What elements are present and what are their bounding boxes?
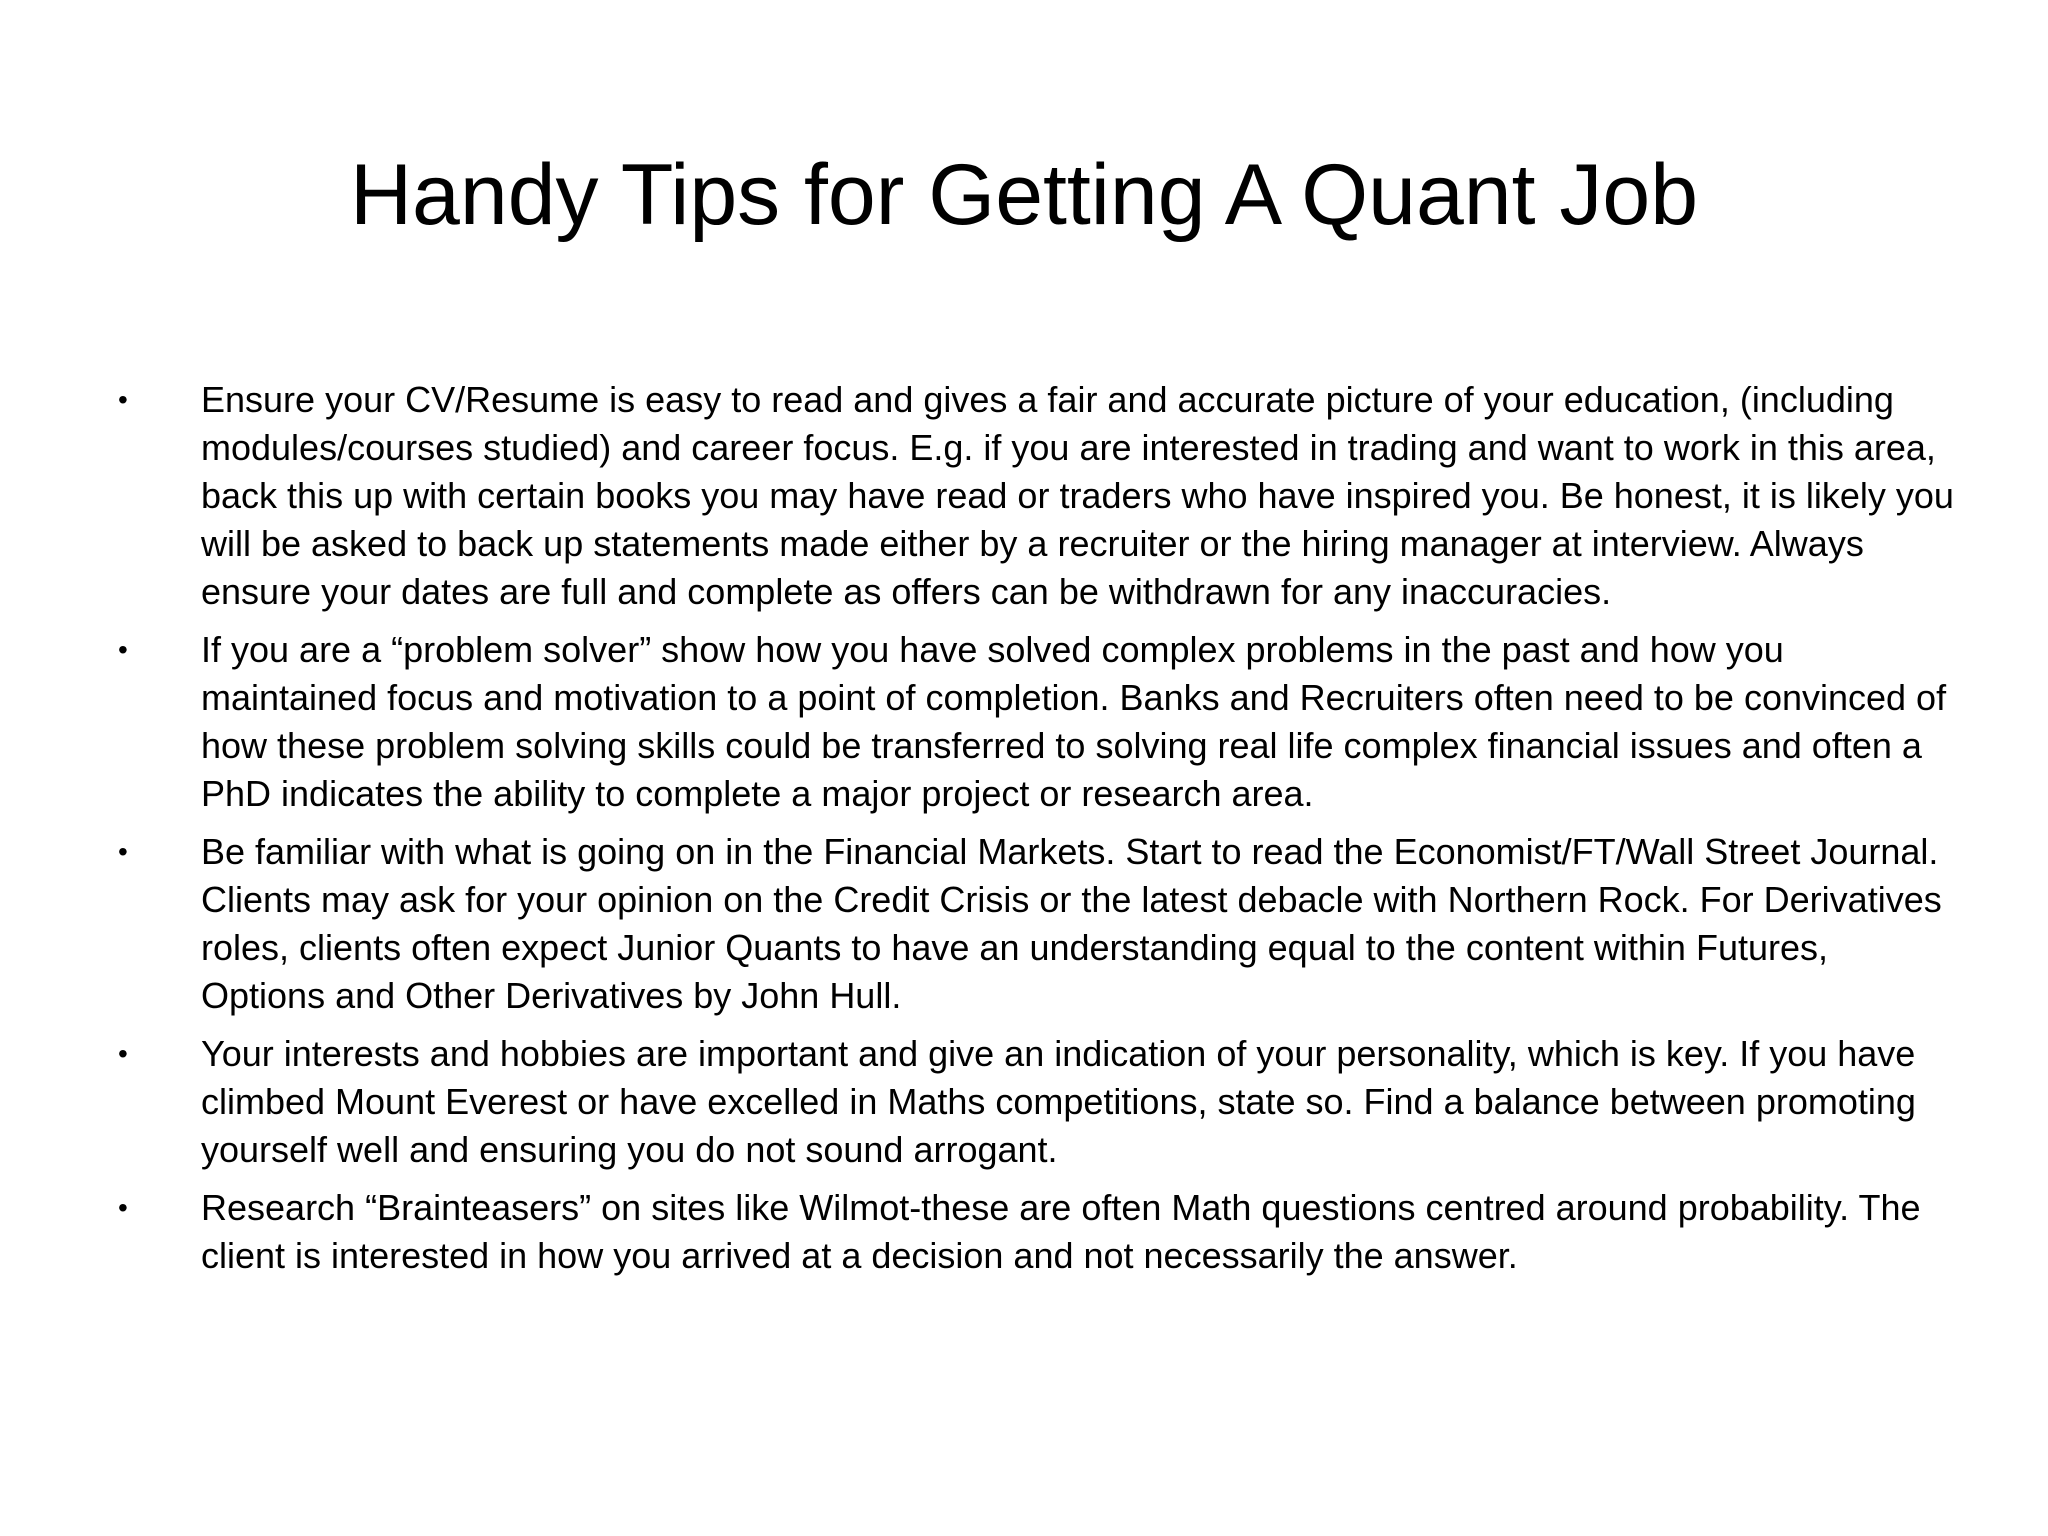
bullet-icon: • [118,384,128,415]
tip-text: Ensure your CV/Resume is easy to read and gives a fair and accurate picture of your education, (including modules/courses studied) and career focus. E.g. if you are interested in trading and want to work in this area, back this up with certain books you may have read or traders who have inspired you. Be honest, it is likely you will be asked to back up statements made either by a recruiter or the hiring manager at interview. Always ensure your dates are full and complete as offers can be withdrawn for any inaccuracies. [201,379,1954,612]
tip-item-brainteasers [118,1184,1958,1280]
tip-text: Your interests and hobbies are important and give an indication of your personality, which is key. If you have climbed Mount Everest or have excelled in Maths competitions, state so. Find a balance between promoting yourself well and ensuring you do not sound arrogant. [201,1033,1916,1170]
tip-text: Research “Brainteasers” on sites like Wilmot-these are often Math questions centred around probability. The client is interested in how you arrived at a decision and not necessarily the answer. [201,1187,1921,1276]
tip-text: Be familiar with what is going on in the Financial Markets. Start to read the Economist/FT/Wall Street Journal. Clients may ask for your opinion on the Credit Crisis or the latest debacle with Northern Rock. For Derivatives roles, clients often expect Junior Quants to have an understanding equal to the content within Futures, Options and Other Derivatives by John Hull. [201,831,1942,1016]
bullet-icon: • [118,1038,128,1069]
tip-item-financial-markets [118,828,1958,1020]
tip-text: If you are a “problem solver” show how you have solved complex problems in the past and how you maintained focus and motivation to a point of completion. Banks and Recruiters often need to be convinced of how these problem solving skills could be transferred to solving real life complex financial issues and often a PhD indicates the ability to complete a major project or research area. [201,629,1947,814]
tips-list [118,376,1958,1290]
tip-item-problem-solver [118,626,1958,818]
bullet-icon: • [118,634,128,665]
tip-item-cv [118,376,1958,616]
bullet-icon: • [118,1192,128,1223]
slide-title: Handy Tips for Getting A Quant Job [349,147,1699,243]
tip-item-interests-hobbies [118,1030,1958,1174]
bullet-icon: • [118,836,128,867]
